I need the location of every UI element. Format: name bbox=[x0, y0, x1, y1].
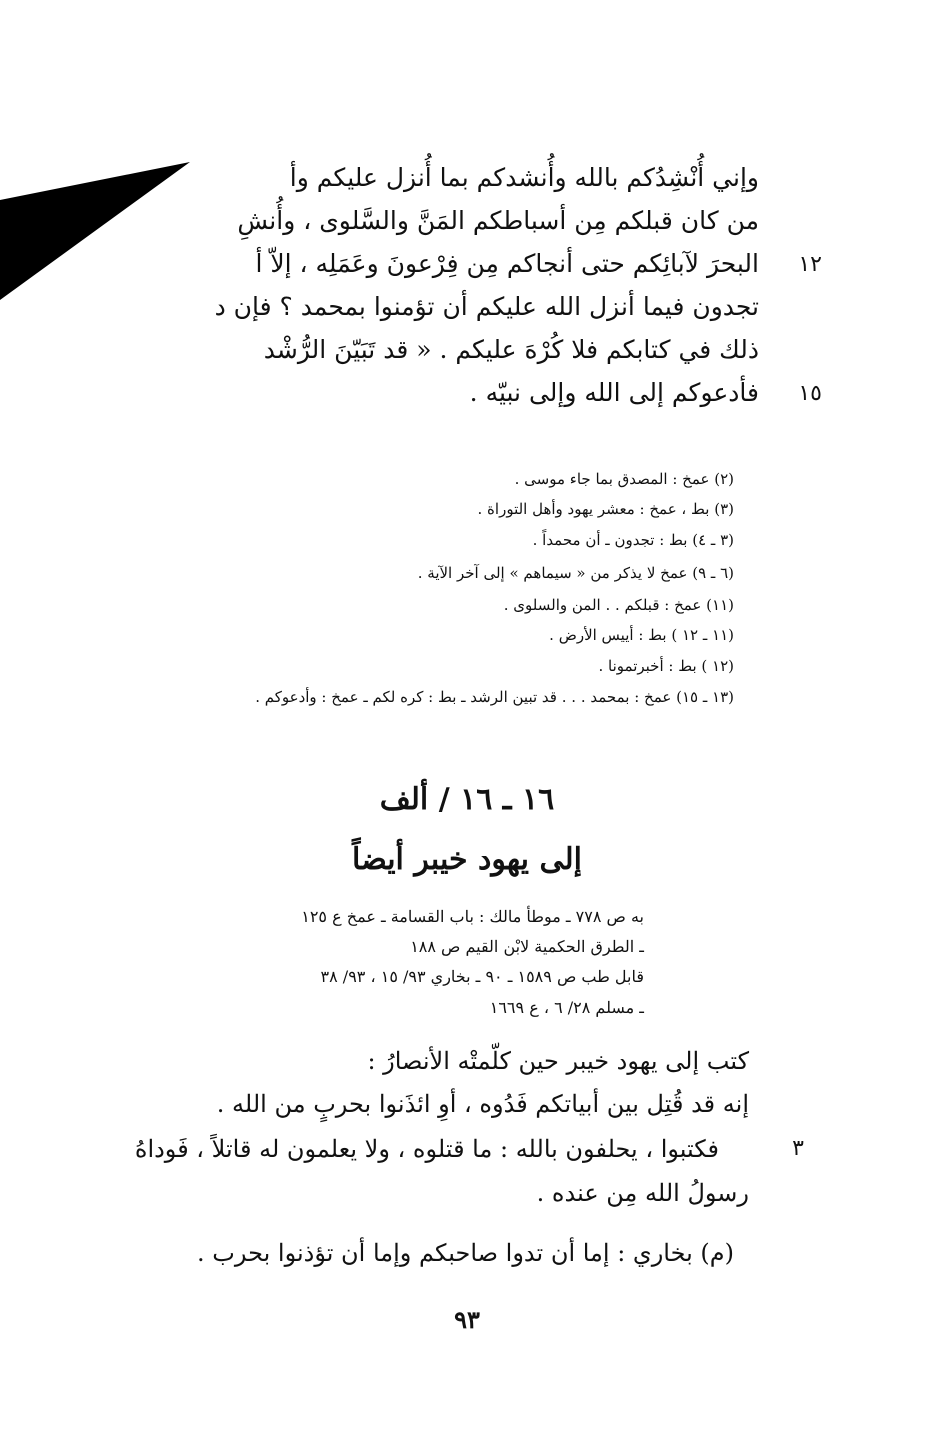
footnote: (١١) عمخ : قبلكم . . المن والسلوى . bbox=[503, 596, 734, 614]
main-text-line: ذلك في كتابكم فلا كُرْهَ عليكم . « قد تَبَيّنَ الرُّشْد bbox=[263, 335, 759, 364]
main-text-line: تجدون فيما أنزل الله عليكم أن تؤمنوا بمحمد ؟ فإن د bbox=[214, 292, 759, 321]
footnote: (١٣ ـ ١٥) عمخ : بمحمد . . . قد تبين الرشد ـ بط : كره لكم ـ عمخ : وأدعوكم . bbox=[255, 688, 734, 706]
footnote: (٢) عمخ : المصدق بما جاء موسى . bbox=[514, 470, 734, 488]
footnote: (٣ ـ ٤) بط : تجدون ـ أن محمداً . bbox=[532, 531, 734, 549]
footnote: (١١ ـ ١٢ ) بط : أييس الأرض . bbox=[549, 626, 734, 644]
scan-edge-shadow bbox=[0, 0, 200, 320]
line-number: ٣ bbox=[792, 1136, 804, 1161]
footnote: (٣) بط ، عمخ : معشر يهود وأهل التوراة . bbox=[477, 500, 734, 518]
letter-footnote: (م) بخاري : إما أن تدوا صاحبكم وإما أن تؤذنوا بحرب . bbox=[197, 1239, 734, 1267]
footnote: (١٢ ) بط : أخبرتمونا . bbox=[598, 657, 734, 675]
line-number: ١٢ bbox=[798, 252, 822, 277]
letter-line: كتب إلى يهود خيبر حين كلّمتْه الأنصارُ : bbox=[367, 1047, 749, 1075]
footnote: (٦ ـ ٩) عمخ لا يذكر من « سيماهم » إلى آخر الآية . bbox=[417, 564, 734, 582]
letter-line: إنه قد قُتِل بين أبياتكم فَدُوه ، أوِ ائذَنوا بحربٍ من الله . bbox=[216, 1090, 749, 1118]
section-number: ١٦ ـ ١٦ / ألف bbox=[379, 782, 555, 817]
main-text-line: من كان قبلكم مِن أسباطكم المَنَّ والسَّلوى ، وأُنشِ bbox=[237, 206, 759, 235]
source-line: قابل طب ص ١٥٨٩ ـ ٩٠ ـ بخاري ٩٣/ ١٥ ، ٩٣/ ٣٨ bbox=[320, 967, 644, 986]
main-text-line: فأدعوكم إلى الله وإلى نبيّه . bbox=[469, 378, 759, 407]
line-number: ١٥ bbox=[798, 381, 822, 406]
main-text-line: وإني أُنْشِدُكم بالله وأُنشدكم بما أُنزل عليكم وأ bbox=[289, 163, 759, 192]
source-line: به ص ٧٧٨ ـ موطأ مالك : باب القسامة ـ عمخ ع ١٢٥ bbox=[301, 907, 644, 926]
letter-line: رسولُ الله مِن عنده . bbox=[536, 1179, 749, 1207]
section-title: إلى يهود خيبر أيضاً bbox=[352, 842, 582, 877]
source-line: ـ الطرق الحكمية لابْن القيم ص ١٨٨ bbox=[410, 937, 644, 956]
page-number: ٩٣ bbox=[454, 1305, 480, 1334]
source-line: ـ مسلم ٢٨/ ٦ ، ع ١٦٦٩ bbox=[489, 998, 644, 1017]
letter-line: فكتبوا ، يحلفون بالله : ما قتلوه ، ولا يعلمون له قاتلاً ، فَوداهُ bbox=[134, 1135, 719, 1163]
main-text-line: البحرَ لآبائِكم حتى أنجاكم مِن فِرْعونَ وعَمَلِه ، إلاّ أ bbox=[255, 249, 759, 278]
